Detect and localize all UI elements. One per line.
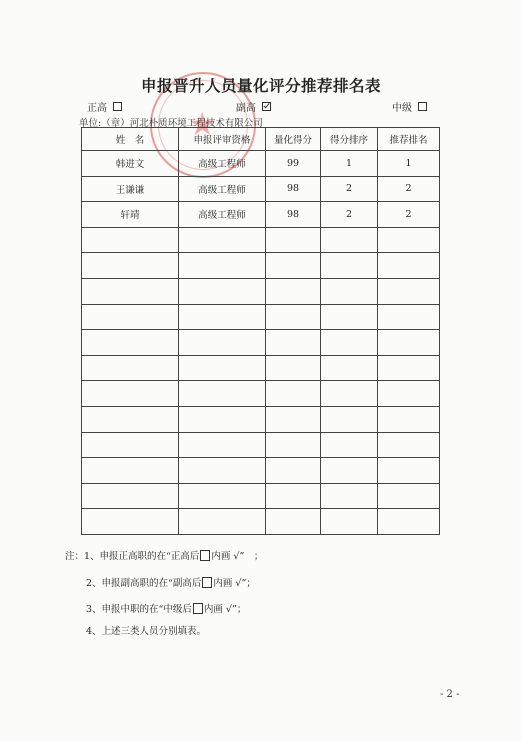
cell-recommend-rank [378, 432, 440, 458]
cell-qualification: 高级工程师 [179, 202, 266, 228]
note-item [86, 601, 246, 615]
cell-score [266, 227, 321, 253]
unit-line: 单位:（章）河北朴质环境工程技术有限公司 [79, 118, 263, 129]
cell-recommend-rank [378, 278, 440, 304]
table-row [82, 304, 440, 330]
table-row [82, 253, 440, 279]
cell-qualification [179, 458, 266, 484]
cell-score-rank [321, 304, 378, 330]
cell-name: 王谦谦 [82, 176, 179, 202]
cell-score [266, 381, 321, 407]
cell-qualification [179, 483, 266, 509]
cell-qualification [179, 432, 266, 458]
cell-qualification [179, 509, 266, 535]
level-zhenggao [87, 99, 122, 114]
cell-name [82, 278, 179, 304]
cell-qualification [179, 227, 266, 253]
cell-name [82, 355, 179, 381]
cell-recommend-rank [378, 406, 440, 432]
cell-score [266, 509, 321, 535]
cell-score-rank [321, 458, 378, 484]
note-text: 3、申报中职的在“中级后 [86, 604, 192, 615]
checkbox-glyph-icon [202, 577, 212, 588]
cell-name [82, 483, 179, 509]
note-text: 内画 √” ； [211, 551, 264, 562]
note-text: 内画 √”； [213, 578, 256, 589]
cell-score: 98 [266, 176, 321, 202]
header-name: 姓 名 [82, 128, 179, 151]
cell-score-rank [321, 355, 378, 381]
cell-score: 99 [266, 151, 321, 177]
table-row [82, 483, 440, 509]
header-score: 量化得分 [266, 128, 321, 151]
cell-score-rank [321, 278, 378, 304]
cell-score [266, 330, 321, 356]
table-row [82, 202, 440, 228]
cell-recommend-rank [378, 355, 440, 381]
checkbox-glyph-icon [193, 603, 203, 614]
cell-score-rank [321, 381, 378, 407]
cell-recommend-rank [378, 304, 440, 330]
level-label: 正高 [87, 103, 107, 114]
ranking-table [81, 127, 440, 535]
cell-recommend-rank [378, 381, 440, 407]
cell-score-rank [321, 432, 378, 458]
cell-score-rank: 1 [321, 151, 378, 177]
cell-name [82, 381, 179, 407]
note-text: 注：1、申报正高职的在“正高后 [65, 551, 200, 562]
level-fugao [236, 99, 271, 114]
cell-recommend-rank [378, 227, 440, 253]
cell-score [266, 355, 321, 381]
table-row [82, 509, 440, 535]
header-recommend-rank: 推荐排名 [378, 128, 440, 151]
level-selector [0, 99, 522, 113]
cell-name [82, 330, 179, 356]
cell-recommend-rank [378, 330, 440, 356]
cell-qualification [179, 253, 266, 279]
table-row [82, 278, 440, 304]
page-title: 申报晋升人员量化评分推荐排名表 [140, 77, 381, 95]
level-zhongji [392, 99, 427, 114]
cell-score-rank [321, 406, 378, 432]
table-row [82, 330, 440, 356]
cell-recommend-rank [378, 458, 440, 484]
checkbox-glyph-icon [200, 550, 210, 561]
cell-qualification: 高级工程师 [179, 176, 266, 202]
cell-name [82, 253, 179, 279]
cell-score-rank: 2 [321, 176, 378, 202]
header-score-rank: 得分排序 [321, 128, 378, 151]
page-number: - 2 - [440, 689, 460, 700]
cell-score [266, 253, 321, 279]
cell-name [82, 509, 179, 535]
cell-name: 韩进文 [82, 151, 179, 177]
cell-name: 轩靖 [82, 202, 179, 228]
level-label: 副高 [236, 103, 256, 114]
cell-score [266, 458, 321, 484]
table-row [82, 355, 440, 381]
cell-qualification: 高级工程师 [179, 151, 266, 177]
cell-score-rank: 2 [321, 202, 378, 228]
cell-qualification [179, 278, 266, 304]
table-row [82, 458, 440, 484]
table-row [82, 176, 440, 202]
table-row [82, 227, 440, 253]
cell-qualification [179, 330, 266, 356]
table-row [82, 406, 440, 432]
seal-star-icon: ★ [188, 105, 217, 143]
cell-score-rank [321, 253, 378, 279]
note-item [65, 548, 263, 562]
cell-recommend-rank [378, 483, 440, 509]
cell-score-rank [321, 483, 378, 509]
cell-score-rank [321, 509, 378, 535]
note-item [86, 623, 206, 637]
cell-name [82, 304, 179, 330]
cell-name [82, 432, 179, 458]
cell-name [82, 458, 179, 484]
cell-score-rank [321, 330, 378, 356]
cell-qualification [179, 355, 266, 381]
cell-score [266, 406, 321, 432]
table-row [82, 381, 440, 407]
note-item [86, 575, 256, 589]
table-row [82, 151, 440, 177]
table-row [82, 432, 440, 458]
cell-qualification [179, 406, 266, 432]
header-qualification: 申报评审资格 [179, 128, 266, 151]
cell-recommend-rank [378, 253, 440, 279]
cell-score-rank [321, 227, 378, 253]
level-label: 中级 [392, 103, 412, 114]
cell-qualification [179, 381, 266, 407]
note-text: 4、上述三类人员分别填表。 [86, 626, 207, 637]
cell-name [82, 406, 179, 432]
cell-name [82, 227, 179, 253]
cell-recommend-rank: 2 [378, 202, 440, 228]
cell-recommend-rank: 2 [378, 176, 440, 202]
cell-qualification [179, 304, 266, 330]
note-text: 2、申报副高职的在“副高后 [86, 578, 202, 589]
cell-score [266, 483, 321, 509]
cell-score [266, 432, 321, 458]
cell-score [266, 304, 321, 330]
table-body [82, 151, 440, 535]
note-text: 内画 √”； [203, 604, 247, 615]
cell-recommend-rank [378, 509, 440, 535]
cell-score: 98 [266, 202, 321, 228]
level-checkbox[interactable] [418, 102, 427, 111]
level-checkbox[interactable] [113, 102, 122, 111]
table-header-row [82, 128, 440, 151]
cell-score [266, 278, 321, 304]
cell-recommend-rank: 1 [378, 151, 440, 177]
level-checkbox-checked[interactable] [262, 102, 271, 111]
